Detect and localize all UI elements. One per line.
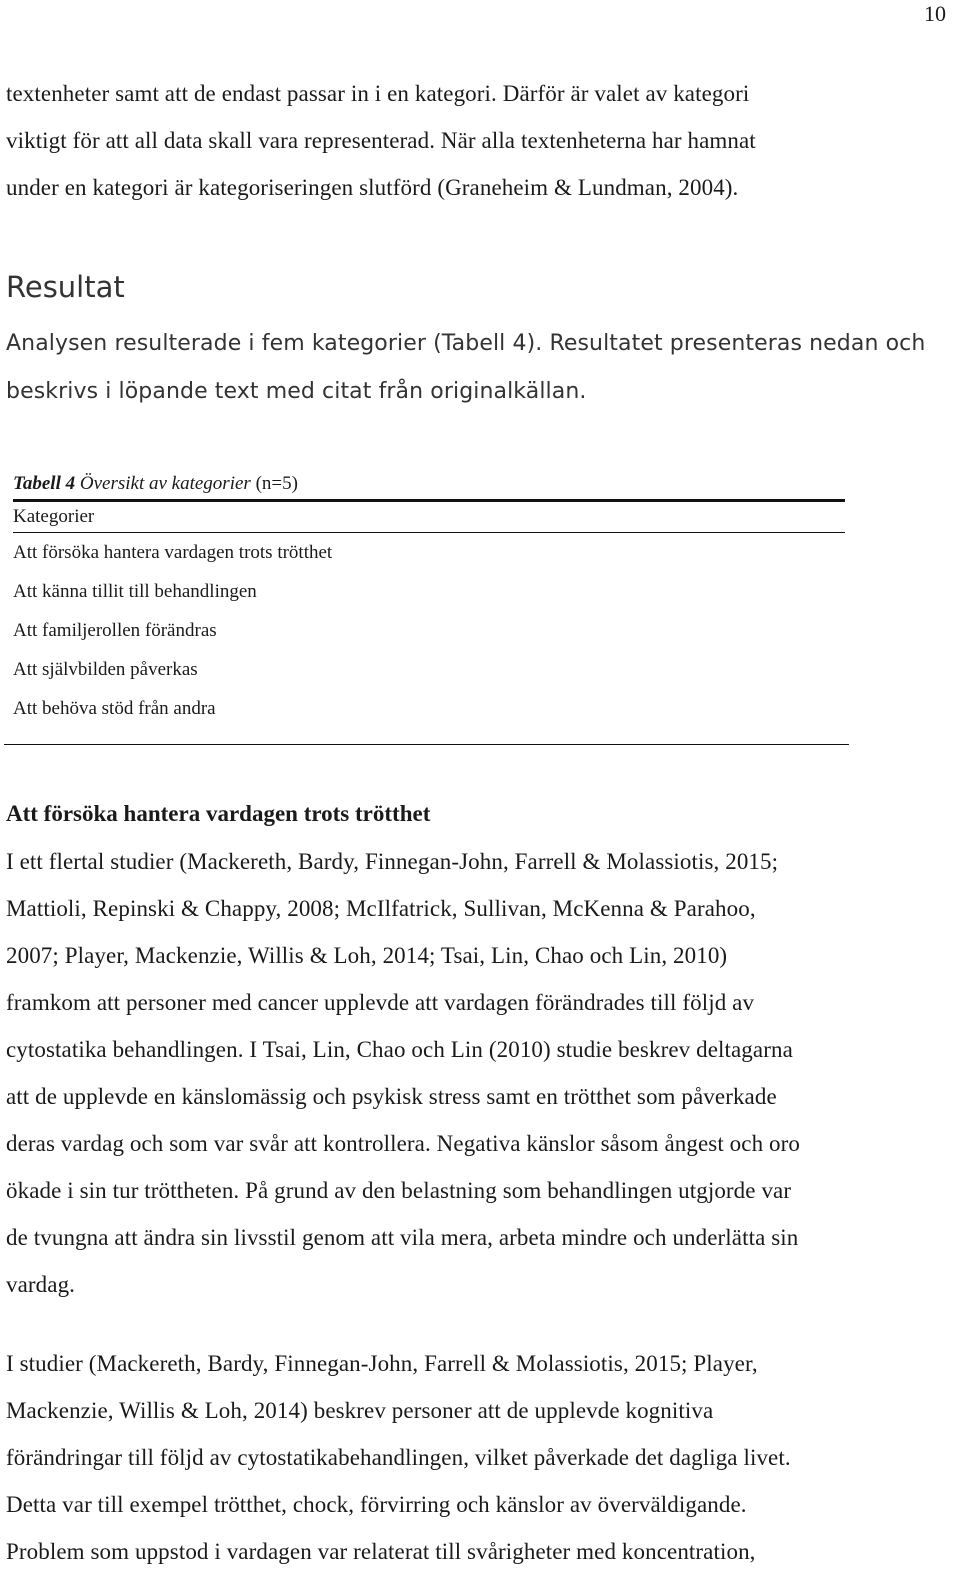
text-line: deras vardag och som var svår att kontrollera. Negativa känslor såsom ångest och oro (6, 1131, 800, 1156)
text-line: Problem som uppstod i vardagen var relaterat till svårigheter med koncentration, (6, 1539, 756, 1564)
table-column-header: Kategorier (13, 506, 95, 527)
table-caption (13, 470, 845, 498)
section-heading: Att försöka hantera vardagen trots trötthet (6, 801, 431, 826)
caption-title: Översikt av kategorier (79, 473, 251, 494)
categories-table (13, 470, 845, 728)
table-row: Att försöka hantera vardagen trots trötthet (13, 542, 333, 563)
text-line: ökade i sin tur tröttheten. På grund av den belastning som behandlingen utgjorde var (6, 1178, 792, 1203)
table-row: Att självbilden påverkas (13, 659, 198, 680)
text-line: Mackenzie, Willis & Loh, 2014) beskrev personer att de upplevde kognitiva (6, 1398, 714, 1423)
text-line: de tvungna att ändra sin livsstil genom att vila mera, arbeta mindre och underlätta sin (6, 1225, 799, 1250)
results-paragraph (6, 320, 946, 416)
text-line: I studier (Mackereth, Bardy, Finnegan-John, Farrell & Molassiotis, 2015; Player, (6, 1351, 758, 1376)
text-line: I ett flertal studier (Mackereth, Bardy, Finnegan-John, Farrell & Molassiotis, 2015; (6, 849, 779, 874)
text-line: förändringar till följd av cytostatikabehandlingen, vilket påverkade det dagliga livet. (6, 1445, 791, 1470)
text-line: att de upplevde en känslomässig och psykisk stress samt en trötthet som påverkade (6, 1084, 777, 1109)
caption-note: (n=5) (255, 473, 298, 494)
text-line: under en kategori är kategoriseringen slutförd (Graneheim & Lundman, 2004). (6, 175, 739, 200)
caption-label: Tabell 4 (13, 473, 76, 494)
text-line: Mattioli, Repinski & Chappy, 2008; McIlfatrick, Sullivan, McKenna & Parahoo, (6, 896, 756, 921)
results-heading: Resultat (6, 270, 125, 304)
table-row: Att känna tillit till behandlingen (13, 581, 257, 602)
text-line: cytostatika behandlingen. I Tsai, Lin, Chao och Lin (2010) studie beskrev deltagarna (6, 1037, 793, 1062)
text-line: Detta var till exempel trötthet, chock, förvirring och känslor av överväldigande. (6, 1492, 747, 1517)
section-paragraph (6, 838, 946, 1308)
text-line: textenheter samt att de endast passar in i en kategori. Därför är valet av kategori (6, 81, 750, 106)
table-row: Att behöva stöd från andra (13, 698, 216, 719)
text-line: beskrivs i löpande text med citat från originalkällan. (6, 379, 587, 404)
table-bottom-rule (4, 744, 849, 745)
text-line: framkom att personer med cancer upplevde att vardagen förändrades till följd av (6, 990, 755, 1015)
text-line: viktigt för att all data skall vara representerad. När alla textenheterna har hamnat (6, 128, 756, 153)
text-line: vardag. (6, 1272, 76, 1297)
intro-paragraph (6, 70, 946, 211)
table-row: Att familjerollen förändras (13, 620, 217, 641)
second-paragraph (6, 1340, 946, 1575)
page-number: 10 (924, 1, 946, 26)
text-line: Analysen resulterade i fem kategorier (Tabell 4). Resultatet presenteras nedan och (6, 331, 926, 356)
text-line: 2007; Player, Mackenzie, Willis & Loh, 2014; Tsai, Lin, Chao och Lin, 2010) (6, 943, 728, 968)
